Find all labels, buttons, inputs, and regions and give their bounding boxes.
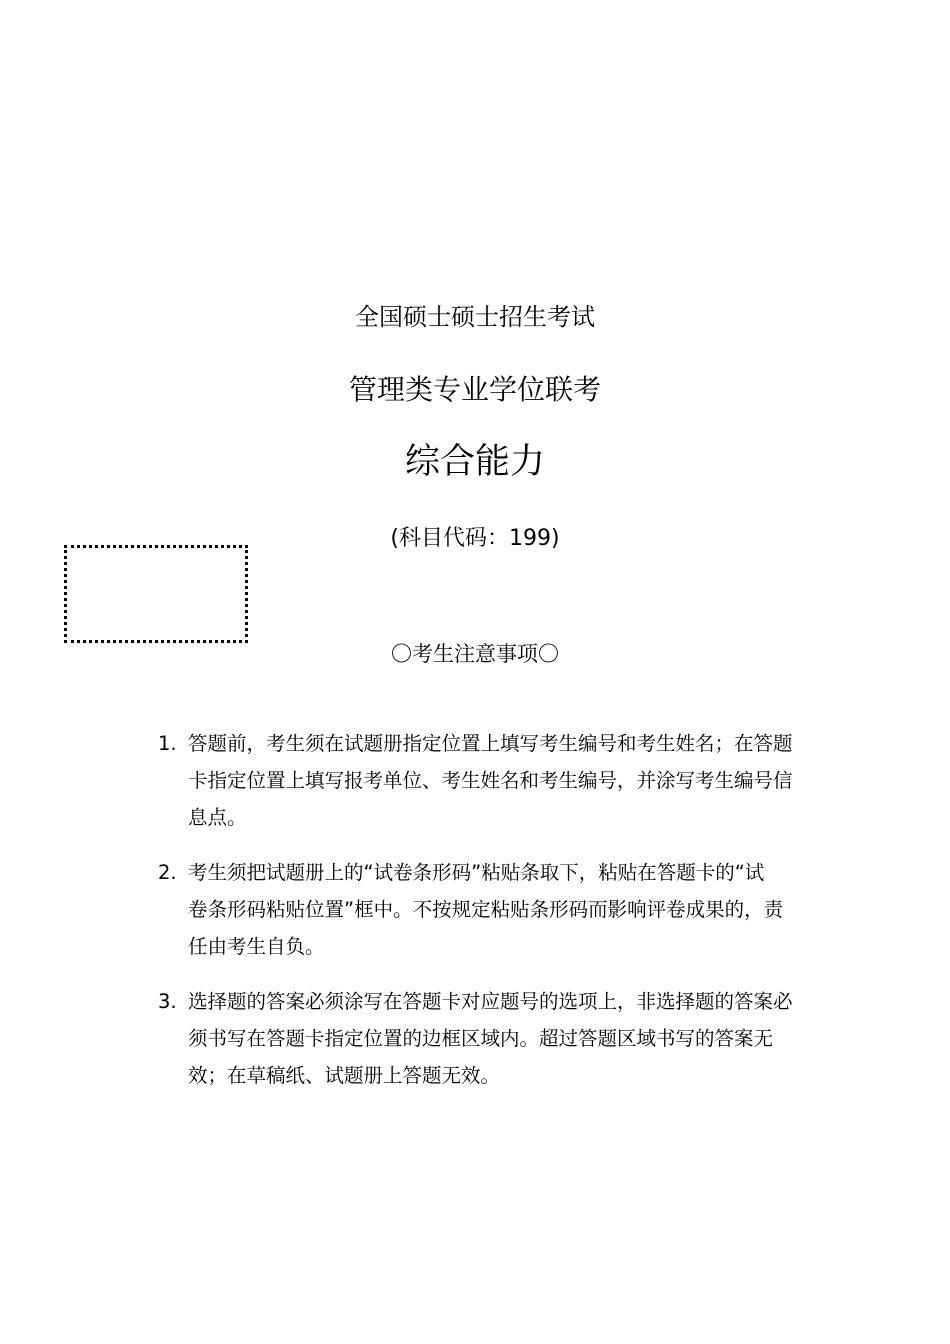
instruction-number: 1.: [158, 732, 177, 755]
instruction-line: 答题前，考生须在试题册指定位置上填写考生编号和考生姓名；在答题: [188, 732, 793, 755]
instructions-list: [158, 725, 798, 1112]
barcode-placeholder-box: [64, 545, 248, 643]
instruction-line: 卷条形码粘贴位置”框中。不按规定粘贴条形码而影响评卷成果的，责: [188, 898, 784, 921]
instruction-item: [158, 854, 798, 965]
exam-title: 全国硕士硕士招生考试: [355, 303, 595, 331]
exam-category: 管理类专业学位联考: [348, 373, 601, 406]
subject-code: (科目代码：199): [390, 526, 560, 551]
instruction-line: 效；在草稿纸、试题册上答题无效。: [188, 1064, 501, 1087]
instruction-item: [158, 725, 798, 836]
instruction-number: 3.: [158, 990, 177, 1013]
instruction-line: 选择题的答案必须涂写在答题卡对应题号的选项上，非选择题的答案必: [188, 990, 793, 1013]
instruction-line: 考生须把试题册上的“试卷条形码”粘贴条取下，粘贴在答题卡的“试: [188, 861, 765, 884]
instruction-line: 任由考生自负。: [188, 935, 325, 958]
instruction-line: 须书写在答题卡指定位置的边框区域内。超过答题区域书写的答案无: [188, 1027, 774, 1050]
instruction-line: 息点。: [188, 806, 247, 829]
notice-heading: 〇考生注意事项〇: [391, 642, 559, 666]
instruction-number: 2.: [158, 861, 177, 884]
instruction-line: 卡指定位置上填写报考单位、考生姓名和考生编号，并涂写考生编号信: [188, 769, 793, 792]
exam-subject: 综合能力: [404, 442, 545, 482]
instruction-item: [158, 983, 798, 1094]
